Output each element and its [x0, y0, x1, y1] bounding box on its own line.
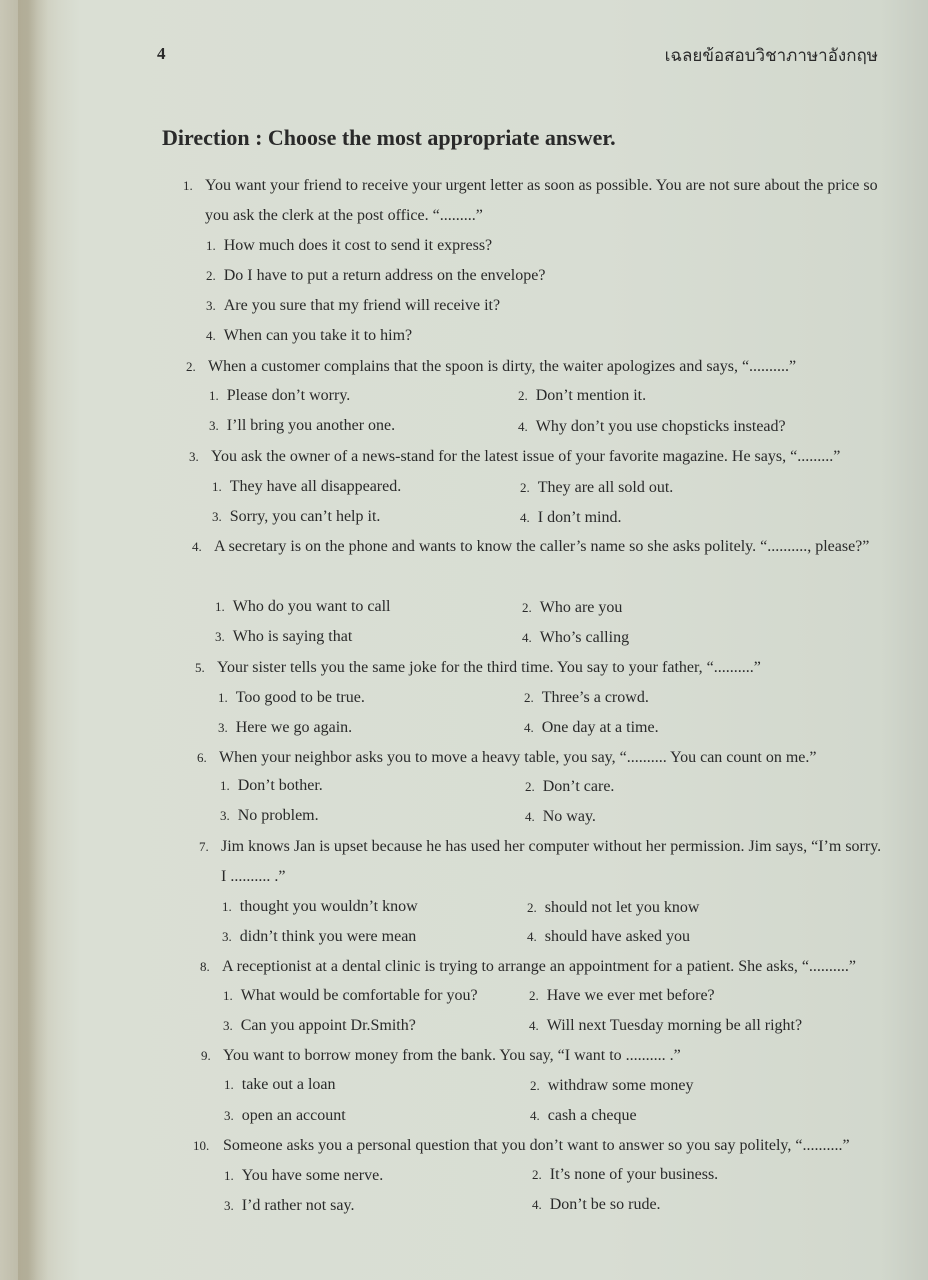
option: 3. I’d rather not say. — [224, 1197, 355, 1214]
option: 2. Don’t mention it. — [518, 387, 647, 404]
question-number: 9. — [201, 1048, 211, 1063]
question-stem: Jim knows Jan is upset because he has used her computer without her permission. Jim says, “I’m sorry. I .......... .” — [221, 838, 882, 885]
option: 2. They are all sold out. — [520, 479, 674, 496]
question-9 — [201, 1041, 891, 1071]
question-stem: A secretary is on the phone and wants to know the caller’s name so she asks politely. “.........., please?” — [214, 538, 870, 555]
option: 4. No way. — [525, 808, 596, 825]
question-1 — [183, 171, 883, 231]
option: 3. Can you appoint Dr.Smith? — [223, 1017, 416, 1034]
question-stem: Someone asks you a personal question that you don’t want to answer so you say politely, “..........” — [223, 1137, 850, 1154]
option: 1. What would be comfortable for you? — [223, 987, 478, 1004]
option: 4. One day at a time. — [524, 719, 659, 736]
question-stem: You ask the owner of a news-stand for the latest issue of your favorite magazine. He says, “.........” — [211, 448, 841, 465]
question-stem: When a customer complains that the spoon is dirty, the waiter apologizes and says, “..........” — [208, 358, 797, 375]
option: 3. open an account — [224, 1107, 346, 1124]
option: 4. Don’t be so rude. — [532, 1196, 661, 1213]
option: 1. They have all disappeared. — [212, 478, 402, 495]
question-stem: A receptionist at a dental clinic is trying to arrange an appointment for a patient. She asks, “..........” — [222, 958, 857, 975]
option: 3. I’ll bring you another one. — [209, 417, 396, 434]
option: 4. cash a cheque — [530, 1107, 637, 1124]
question-number: 8. — [200, 959, 210, 974]
option: 3. Sorry, you can’t help it. — [212, 508, 381, 525]
option: 4. I don’t mind. — [520, 509, 622, 526]
question-number: 3. — [189, 449, 199, 464]
question-2 — [186, 352, 886, 382]
question-number: 5. — [195, 660, 205, 675]
option: 2. Three’s a crowd. — [524, 689, 649, 706]
question-number: 10. — [193, 1138, 210, 1153]
option: 1. Who do you want to call — [215, 598, 391, 615]
question-4 — [192, 532, 886, 562]
option: 3. Here we go again. — [218, 719, 353, 736]
option: 2. withdraw some money — [530, 1077, 694, 1094]
option: 3. Who is saying that — [215, 628, 353, 645]
option: 2. should not let you know — [527, 899, 700, 916]
option: 2. Do I have to put a return address on the envelope? — [206, 267, 546, 284]
option: 3. Are you sure that my friend will receive it? — [206, 297, 501, 314]
question-6 — [197, 743, 887, 773]
option: 1. thought you wouldn’t know — [222, 898, 418, 915]
question-10 — [193, 1131, 893, 1161]
option: 2. It’s none of your business. — [532, 1166, 719, 1183]
option: 1. Too good to be true. — [218, 689, 365, 706]
question-number: 7. — [199, 839, 209, 854]
question-3 — [189, 442, 889, 472]
option: 1. You have some nerve. — [224, 1167, 384, 1184]
question-5 — [195, 653, 885, 683]
option: 1. How much does it cost to send it express? — [206, 237, 493, 254]
question-stem: You want your friend to receive your urgent letter as soon as possible. You are not sure about the price so you ask the clerk at the post office. “.........” — [205, 177, 878, 224]
option: 1. Please don’t worry. — [209, 387, 351, 404]
option: 1. Don’t bother. — [220, 777, 323, 794]
question-stem: Your sister tells you the same joke for the third time. You say to your father, “..........” — [217, 659, 761, 676]
option: 2. Don’t care. — [525, 778, 615, 795]
option: 4. Why don’t you use chopsticks instead? — [518, 418, 786, 435]
option: 2. Have we ever met before? — [529, 987, 715, 1004]
question-stem: When your neighbor asks you to move a heavy table, you say, “.......... You can count on me.” — [219, 749, 817, 766]
direction-heading: Direction : Choose the most appropriate answer. — [162, 125, 616, 150]
question-number: 1. — [183, 178, 193, 193]
option: 3. No problem. — [220, 807, 319, 824]
question-number: 6. — [197, 750, 207, 765]
option: 2. Who are you — [522, 599, 623, 616]
option: 3. didn’t think you were mean — [222, 928, 417, 945]
page-number: 4 — [157, 44, 166, 63]
book-spine-shadow — [18, 0, 58, 1280]
option: 1. take out a loan — [224, 1076, 336, 1093]
question-8 — [200, 952, 892, 982]
running-head: เฉลยข้อสอบวิชาภาษาอังกฤษ — [664, 46, 878, 66]
question-number: 2. — [186, 359, 196, 374]
option: 4. should have asked you — [527, 928, 691, 945]
question-stem: You want to borrow money from the bank. You say, “I want to .......... .” — [223, 1047, 681, 1064]
option: 4. Who’s calling — [522, 629, 630, 646]
option: 4. Will next Tuesday morning be all right? — [529, 1017, 803, 1034]
question-7 — [199, 832, 887, 892]
question-number: 4. — [192, 539, 202, 554]
option: 4. When can you take it to him? — [206, 327, 413, 344]
